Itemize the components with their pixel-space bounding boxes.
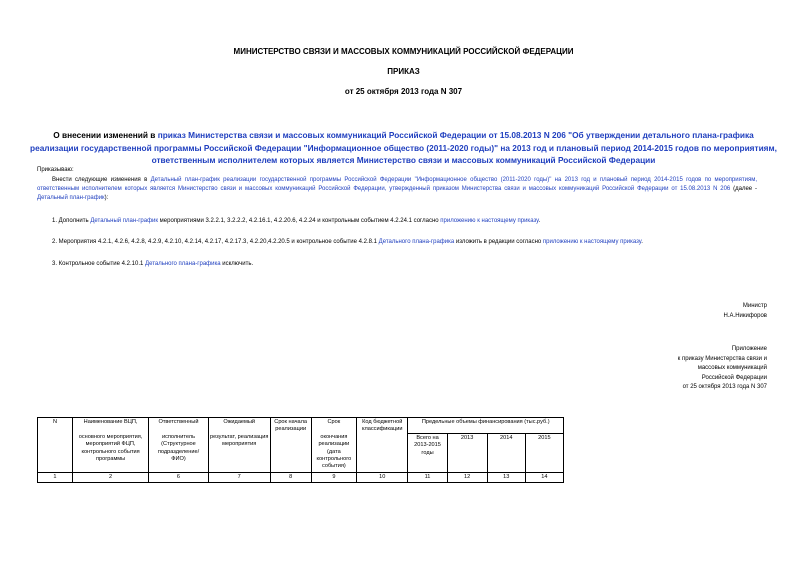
item2-text-c: . bbox=[641, 239, 643, 245]
table-cell: 12 bbox=[447, 472, 487, 482]
header-cell: Код бюджетной классификации bbox=[357, 418, 408, 473]
intro-paragraph bbox=[37, 176, 757, 203]
doc-date-heading: от 25 октября 2013 года N 307 bbox=[344, 87, 463, 96]
item3-link-plan[interactable]: Детального плана-графика bbox=[145, 261, 221, 267]
header-cell: Ожидаемый результат, реализация мероприятия bbox=[208, 418, 270, 473]
ministry-heading: МИНИСТЕРСТВО СВЯЗИ И МАССОВЫХ КОММУНИКАЦИЙ РОССИЙСКОЙ ФЕДЕРАЦИИ bbox=[233, 47, 574, 56]
table-cell: 10 bbox=[357, 472, 408, 482]
doc-type-heading: ПРИКАЗ bbox=[387, 67, 420, 76]
appendix-block bbox=[560, 345, 767, 393]
signature-block bbox=[600, 302, 767, 321]
item-3 bbox=[52, 260, 757, 269]
item2-link-plan[interactable]: Детального плана-графика bbox=[378, 239, 455, 245]
header-cell: Предельные объемы финансирования (тыс.руб.) bbox=[408, 418, 564, 434]
header-cell: Всего на 2013-2015 годы bbox=[408, 434, 447, 473]
header-cell: 2013 bbox=[447, 434, 487, 473]
item2-text-b: изложить в редакции согласно bbox=[454, 239, 543, 245]
item1-text-a: 1. Дополнить bbox=[52, 218, 91, 224]
intro-link-plan[interactable]: Детальный план-график реализации государственной программы Российской Федерации "Информационное общество (2011-2020 годы)" на 2013 год и плановый период 2014-2015 годов по мероприятиям, ответственным исполнителем которых является Министерство связи и массовых коммуникаций Российской Федерации, утвержденный приказом Министерства связи и массовых коммуникаций Российской Федерации от 15.08.2013 N 206 bbox=[37, 177, 757, 192]
header-cell: 2014 bbox=[487, 434, 525, 473]
signature-position: Министр bbox=[742, 303, 767, 309]
item3-text-a: 3. Контрольное событие 4.2.10.1 bbox=[52, 261, 145, 267]
prikazyvayu-label: Приказываю: bbox=[37, 167, 74, 173]
appendix-line: Российской Федерации bbox=[701, 374, 767, 381]
table-cell: 9 bbox=[311, 472, 356, 482]
header-cell: 2015 bbox=[525, 434, 563, 473]
table-cell: 14 bbox=[525, 472, 563, 482]
table-cell: 1 bbox=[38, 472, 73, 482]
document-title bbox=[28, 129, 779, 167]
item2-link-appendix[interactable]: приложению к настоящему приказу bbox=[542, 239, 642, 245]
appendix-table bbox=[37, 417, 564, 483]
item3-text-b: исключить. bbox=[220, 261, 254, 267]
title-text: О внесении изменений в bbox=[53, 130, 158, 140]
item1-link-plan[interactable]: Детальный план-график bbox=[90, 218, 158, 224]
title-link[interactable]: приказ Министерства связи и массовых коммуникаций Российской Федерации от 15.08.2013 N 206 "Об утверждении детального плана-графика реализации государственной программы Российской Федерации "Информационное общество (2011-2020 годы)" на 2013 год и плановый период 2014-2015 годов по мероприятиям, ответственным исполнителем которых является Министерство связи и массовых коммуникаций Российской Федерации bbox=[30, 130, 777, 165]
item1-text-b: мероприятиями 3.2.2.1, 3.2.2.2, 4.2.16.1, 4.2.20.6, 4.2.24 и контрольным событием 4.2.24.1 согласно bbox=[157, 218, 441, 224]
header-cell: Срок начала реализации bbox=[270, 418, 311, 473]
intro-text-2: (далее - bbox=[730, 186, 757, 192]
table-cell: 13 bbox=[487, 472, 525, 482]
table-cell: 6 bbox=[149, 472, 209, 482]
appendix-line: массовых коммуникаций bbox=[697, 365, 767, 371]
table-header-row bbox=[38, 418, 564, 434]
table-cell: 7 bbox=[208, 472, 270, 482]
intro-text-3: ): bbox=[104, 195, 109, 201]
appendix-line: от 25 октября 2013 года N 307 bbox=[682, 384, 767, 390]
item-2 bbox=[52, 238, 767, 247]
item1-link-appendix[interactable]: приложению к настоящему приказу bbox=[440, 218, 539, 224]
intro-text-1: Внести следующие изменения в bbox=[52, 177, 151, 183]
table-number-row bbox=[38, 472, 564, 482]
appendix-line: к приказу Министерства связи и bbox=[677, 355, 767, 362]
header-cell: Срок окончания реализации (дата контрольного события) bbox=[311, 418, 356, 473]
item1-text-c: . bbox=[538, 218, 541, 224]
appendix-line: Приложение bbox=[731, 346, 767, 352]
table-cell: 2 bbox=[72, 472, 148, 482]
header-cell: N bbox=[38, 418, 73, 473]
signature-name: Н.А.Никифоров bbox=[723, 312, 767, 319]
item2-text-a: 2. Мероприятия 4.2.1, 4.2.6, 4.2.8, 4.2.9, 4.2.10, 4.2.14, 4.2.17, 4.2.17.3, 4.2.20,4.2.20.5 и контрольное событие 4.2.8.1 bbox=[52, 239, 379, 245]
table-cell: 11 bbox=[408, 472, 447, 482]
header-cell: Наименование ВЦП, основного мероприятия, мероприятий ФЦП, контрольного события программы bbox=[72, 418, 148, 473]
header-cell: Ответственный исполнитель (Структурное подразделение/ ФИО) bbox=[149, 418, 209, 473]
intro-link-short[interactable]: Детальный план-график bbox=[37, 195, 105, 201]
item-1 bbox=[52, 217, 757, 226]
table-cell: 8 bbox=[270, 472, 311, 482]
